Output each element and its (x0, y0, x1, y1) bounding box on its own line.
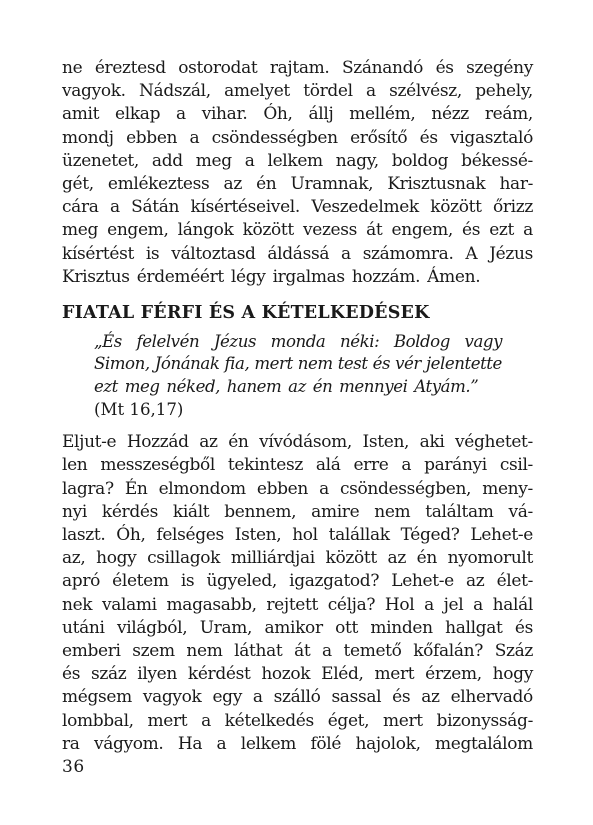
page-number: 36 (62, 757, 85, 777)
text-line: len messzeségből tekintesz alá erre a parányi csil- (62, 455, 533, 476)
text-line: üzenetet, add meg a lelkem nagy, boldog békessé- (62, 150, 533, 171)
text-line: Simon, Jónának fia, mert nem test és vér jelentette (94, 354, 502, 374)
paragraph-prayer (62, 57, 533, 289)
text-line: Eljut-e Hozzád az én vívódásom, Isten, aki véghetet- (62, 432, 533, 453)
text-line: nyi kérdés kiált bennem, amire nem találtam vá- (62, 501, 533, 522)
text-line: lagra? Én elmondom ebben a csöndességben, meny- (62, 478, 533, 499)
section-heading: FIATAL FÉRFI ÉS A KÉTELKEDÉSEK (62, 302, 430, 323)
quote-reference: (Mt 16,17) (94, 399, 184, 419)
text-line: ra vágyom. Ha a lelkem fölé hajolok, megtalálom (62, 733, 533, 754)
paragraph-doubts (62, 431, 533, 756)
text-line: emberi szem nem láthat át a temető kőfalán? Száz (62, 640, 533, 661)
text-line: meg engem, lángok között vezess át engem, és ezt a (62, 220, 533, 241)
text-line: amit elkap a vihar. Óh, állj mellém, nézz reám, (62, 104, 533, 125)
text-line: utáni világból, Uram, amikor ott minden hallgat és (62, 617, 533, 638)
text-line: lombbal, mert a kételkedés éget, mert bizonysság- (62, 710, 533, 731)
page-content (62, 57, 533, 756)
bible-quote (94, 331, 502, 421)
text-line: laszt. Óh, felséges Isten, hol talállak Téged? Lehet-e (62, 525, 533, 545)
text-line: mégsem vagyok egy a szálló sassal és az elhervadó (62, 687, 533, 708)
text-line: cára a Sátán kísértéseivel. Veszedelmek között őrizz (62, 197, 533, 218)
text-line: Krisztus érdeméért légy irgalmas hozzám. Ámen. (62, 266, 481, 287)
text-line: vagyok. Nádszál, amelyet tördel a szélvész, pehely, (62, 81, 533, 102)
text-line: gét, emlékeztess az én Uramnak, Krisztusnak har- (62, 173, 533, 194)
text-line: apró életem is ügyeled, igazgatod? Lehet-e az élet- (62, 571, 533, 592)
text-line: kísértést is változtasd áldássá a számomra. A Jézus (62, 243, 533, 264)
text-line: az, hogy csillagok milliárdjai között az én nyomorult (62, 548, 533, 569)
text-line: „És felelvén Jézus monda néki: Boldog vagy (94, 331, 502, 351)
text-line: nek valami magasabb, rejtett célja? Hol a jel a halál (62, 594, 533, 615)
text-line: ezt meg néked, hanem az én mennyei Atyám.” (94, 377, 479, 397)
text-line: és száz ilyen kérdést hozok Eléd, mert érzem, hogy (62, 664, 533, 685)
text-line: ne éreztesd ostorodat rajtam. Szánandó és szegény (62, 58, 533, 78)
quote-text (94, 331, 502, 399)
text-line: mondj ebben a csöndességben erősítő és vigasztaló (62, 127, 533, 148)
